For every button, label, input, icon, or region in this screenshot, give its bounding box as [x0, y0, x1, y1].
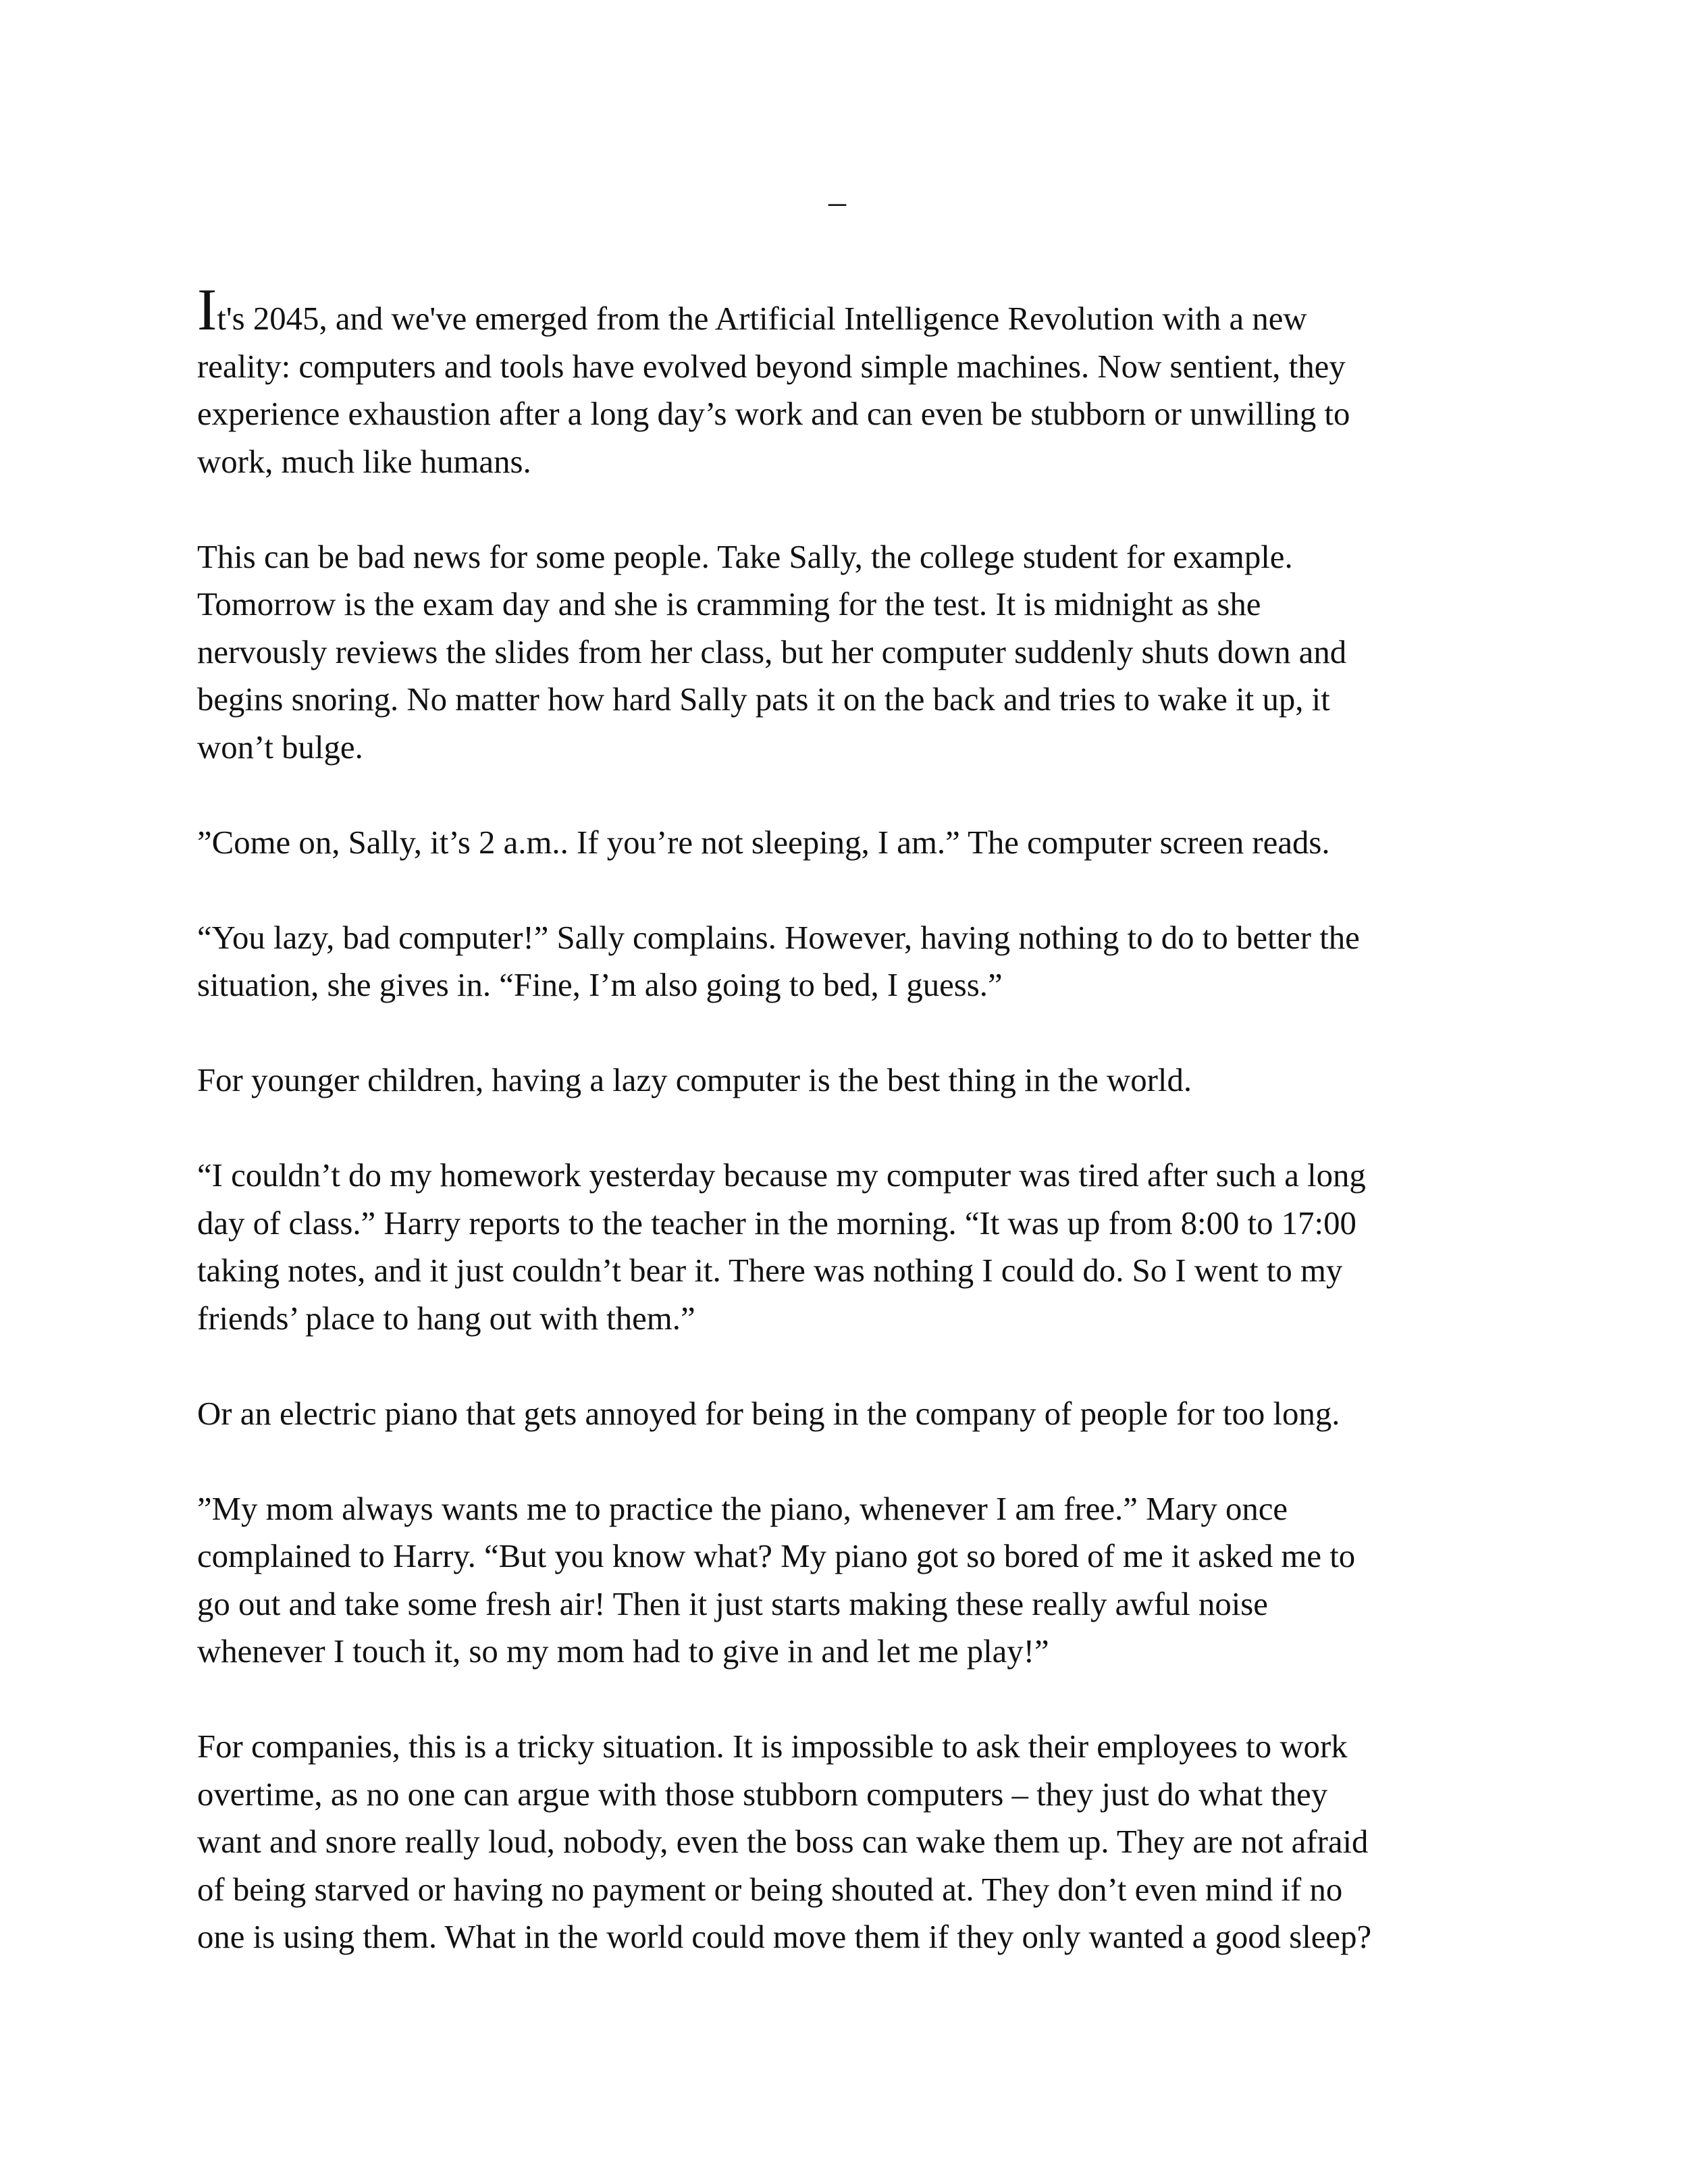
story-paragraph-younger-children: For younger children, having a lazy computer is the best thing in the world.: [197, 1062, 1192, 1098]
story-paragraph-sally-complains: “You lazy, bad computer!” Sally complains. However, having nothing to do to better the situation, she gives in. “Fine, I’m also going to bed, I guess.”: [197, 919, 1360, 1003]
drop-cap: I: [197, 277, 217, 343]
story-body: [197, 277, 1500, 2008]
story-paragraph-sally: This can be bad news for some people. Take Sally, the college student for example. Tomorrow is the exam day and she is cramming for the test. It is midnight as she nervously reviews the slides from her class, but her computer suddenly shuts down and begins snoring. No matter how hard Sally pats it on the back and tries to wake it up, it won’t bulge.: [197, 538, 1347, 766]
intro-text: t's 2045, and we've emerged from the Artificial Intelligence Revolution with a new reality: computers and tools have evolved beyond simple machines. Now sentient, they experience exhaustion after a long day’s work and can even be stubborn or unwilling to work, much like humans.: [197, 300, 1350, 480]
story-paragraph-intro: [197, 277, 1500, 485]
story-paragraph-mary: ”My mom always wants me to practice the piano, whenever I am free.” Mary once complained to Harry. “But you know what? My piano got so bored of me it asked me to go out and take some fresh air! Then it just starts making these really awful noise whenever I touch it, so my mom had to give in and let me play!”: [197, 1490, 1356, 1670]
header-dash: –: [828, 183, 846, 221]
story-paragraph-computer-screen: ”Come on, Sally, it’s 2 a.m.. If you’re not sleeping, I am.” The computer screen reads.: [197, 824, 1330, 861]
story-paragraph-harry: “I couldn’t do my homework yesterday because my computer was tired after such a long day of class.” Harry reports to the teacher in the morning. “It was up from 8:00 to 17:00 taking notes, and it just couldn’t bear it. There was nothing I could do. So I went to my friends’ place to hang out with them.”: [197, 1157, 1366, 1337]
story-paragraph-companies: For companies, this is a tricky situation. It is impossible to ask their employees to work overtime, as no one can argue with those stubborn computers – they just do what they want and snore really loud, nobody, even the boss can wake them up. They are not afraid of being starved or having no payment or being shouted at. They don’t even mind if no one is using them. What in the world could move them if they only wanted a good sleep?: [197, 1728, 1372, 1955]
story-paragraph-electric-piano: Or an electric piano that gets annoyed for being in the company of people for too long.: [197, 1395, 1340, 1432]
